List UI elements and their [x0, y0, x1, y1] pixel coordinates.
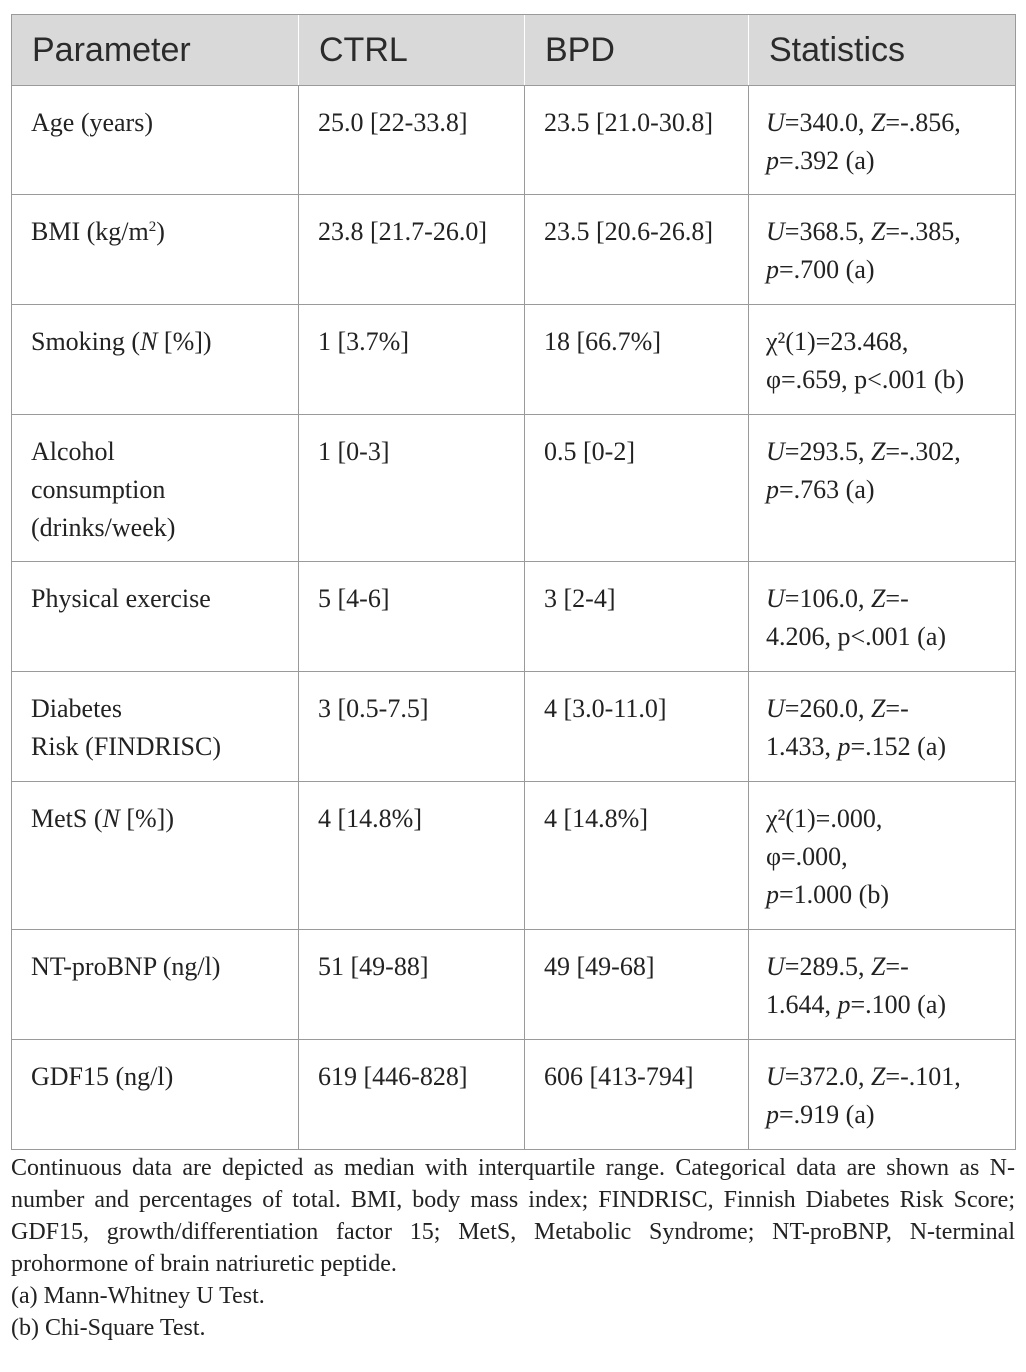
- header-parameter: Parameter: [12, 15, 299, 86]
- cell-ctrl: 51 [49-88]: [299, 930, 525, 1040]
- table-row: [12, 562, 1016, 672]
- cell-bpd: 0.5 [0-2]: [525, 415, 749, 562]
- cell-statistics: [749, 195, 1016, 305]
- table-row: [12, 305, 1016, 415]
- cell-parameter-line: BMI $(kg/m^2)$: [31, 217, 165, 246]
- cell-statistics: [749, 305, 1016, 415]
- cell-statistics-line: p=.763 (a): [766, 475, 875, 504]
- table-row: [12, 86, 1016, 195]
- cell-parameter: [12, 1040, 299, 1150]
- cell-parameter: [12, 86, 299, 195]
- cell-bpd: 23.5 [20.6-26.8]: [525, 195, 749, 305]
- cell-statistics-line: 4.206, p<.001 (a): [766, 622, 947, 651]
- cell-parameter-line: Physical exercise: [31, 584, 211, 613]
- table-row: [12, 672, 1016, 782]
- header-statistics: Statistics: [749, 15, 1016, 86]
- table-row: [12, 782, 1016, 930]
- cell-parameter-line: Smoking (N [%]): [31, 327, 212, 356]
- header-bpd: BPD: [525, 15, 749, 86]
- cell-parameter-line: GDF15 (ng/l): [31, 1062, 174, 1091]
- cell-ctrl: 1 [3.7%]: [299, 305, 525, 415]
- cell-ctrl: 1 [0-3]: [299, 415, 525, 562]
- cell-ctrl: 4 [14.8%]: [299, 782, 525, 930]
- cell-statistics: [749, 672, 1016, 782]
- table-row: [12, 415, 1016, 562]
- cell-bpd: 18 [66.7%]: [525, 305, 749, 415]
- cell-parameter-line: consumption: [31, 475, 166, 504]
- cell-parameter-line: Diabetes: [31, 694, 122, 723]
- data-table-container: [11, 14, 1015, 1150]
- cell-statistics: [749, 782, 1016, 930]
- cell-parameter: [12, 782, 299, 930]
- cell-statistics-line: U=260.0, Z=-: [766, 694, 909, 723]
- cell-statistics-line: 1.644, p=.100 (a): [766, 990, 947, 1019]
- cell-statistics-line: U=106.0, Z=-: [766, 584, 909, 613]
- table-footnotes: [11, 1152, 1015, 1344]
- cell-statistics-line: p=1.000 (b): [766, 880, 889, 909]
- cell-parameter-line: (drinks/week): [31, 513, 176, 542]
- cell-statistics: [749, 415, 1016, 562]
- cell-parameter: [12, 305, 299, 415]
- cell-ctrl: 25.0 [22-33.8]: [299, 86, 525, 195]
- cell-ctrl: 23.8 [21.7-26.0]: [299, 195, 525, 305]
- table-body: [12, 86, 1016, 1150]
- cell-bpd: 3 [2-4]: [525, 562, 749, 672]
- cell-statistics-line: U=368.5, Z=-.385,: [766, 217, 961, 246]
- cell-statistics: [749, 86, 1016, 195]
- table-row: [12, 1040, 1016, 1150]
- cell-statistics-line: U=293.5, Z=-.302,: [766, 437, 961, 466]
- footnote-b: (b) Chi-Square Test.: [11, 1315, 206, 1341]
- cell-bpd: 23.5 [21.0-30.8]: [525, 86, 749, 195]
- cell-statistics-line: p=.919 (a): [766, 1100, 875, 1129]
- cell-statistics-line: U=372.0, Z=-.101,: [766, 1062, 961, 1091]
- cell-parameter-line: Age (years): [31, 108, 153, 137]
- footnote-description: Continuous data are depicted as median with interquartile range. Categorical data are shown as N-number and percentages of total. BMI, body mass index; FINDRISC, Finnish Diabetes Risk Score; GDF15, growth/differentiation factor 15; MetS, Metabolic Syndrome; NT-proBNP, N-terminal prohormone of brain natriuretic peptide.: [11, 1155, 1015, 1277]
- cell-statistics-line: χ²(1)=.000,: [766, 804, 883, 833]
- cell-bpd: 4 [3.0-11.0]: [525, 672, 749, 782]
- cell-ctrl: 619 [446-828]: [299, 1040, 525, 1150]
- cell-parameter: [12, 195, 299, 305]
- cell-parameter: [12, 415, 299, 562]
- cell-statistics-line: p=.392 (a): [766, 146, 875, 175]
- cell-parameter-line: Alcohol: [31, 437, 115, 466]
- cell-parameter-line: MetS (N [%]): [31, 804, 174, 833]
- cell-statistics-line: χ²(1)=23.468,: [766, 327, 909, 356]
- header-ctrl: CTRL: [299, 15, 525, 86]
- footnote-a: (a) Mann-Whitney U Test.: [11, 1283, 265, 1309]
- cell-ctrl: 3 [0.5-7.5]: [299, 672, 525, 782]
- cell-statistics-line: φ=.659, p<.001 (b): [766, 365, 965, 394]
- table-row: [12, 930, 1016, 1040]
- cell-statistics: [749, 1040, 1016, 1150]
- cell-ctrl: 5 [4-6]: [299, 562, 525, 672]
- table-header-row: [12, 15, 1016, 86]
- demographics-table: [11, 14, 1016, 1150]
- cell-parameter: [12, 562, 299, 672]
- cell-statistics-line: φ=.000,: [766, 842, 848, 871]
- cell-statistics-line: U=289.5, Z=-: [766, 952, 909, 981]
- table-row: [12, 195, 1016, 305]
- cell-parameter: [12, 930, 299, 1040]
- cell-bpd: 4 [14.8%]: [525, 782, 749, 930]
- cell-statistics-line: 1.433, p=.152 (a): [766, 732, 947, 761]
- cell-statistics-line: U=340.0, Z=-.856,: [766, 108, 961, 137]
- cell-parameter-line: Risk (FINDRISC): [31, 732, 221, 761]
- cell-bpd: 49 [49-68]: [525, 930, 749, 1040]
- cell-statistics-line: p=.700 (a): [766, 255, 875, 284]
- cell-parameter: [12, 672, 299, 782]
- cell-statistics: [749, 930, 1016, 1040]
- cell-bpd: 606 [413-794]: [525, 1040, 749, 1150]
- cell-statistics: [749, 562, 1016, 672]
- cell-parameter-line: NT-proBNP (ng/l): [31, 952, 221, 981]
